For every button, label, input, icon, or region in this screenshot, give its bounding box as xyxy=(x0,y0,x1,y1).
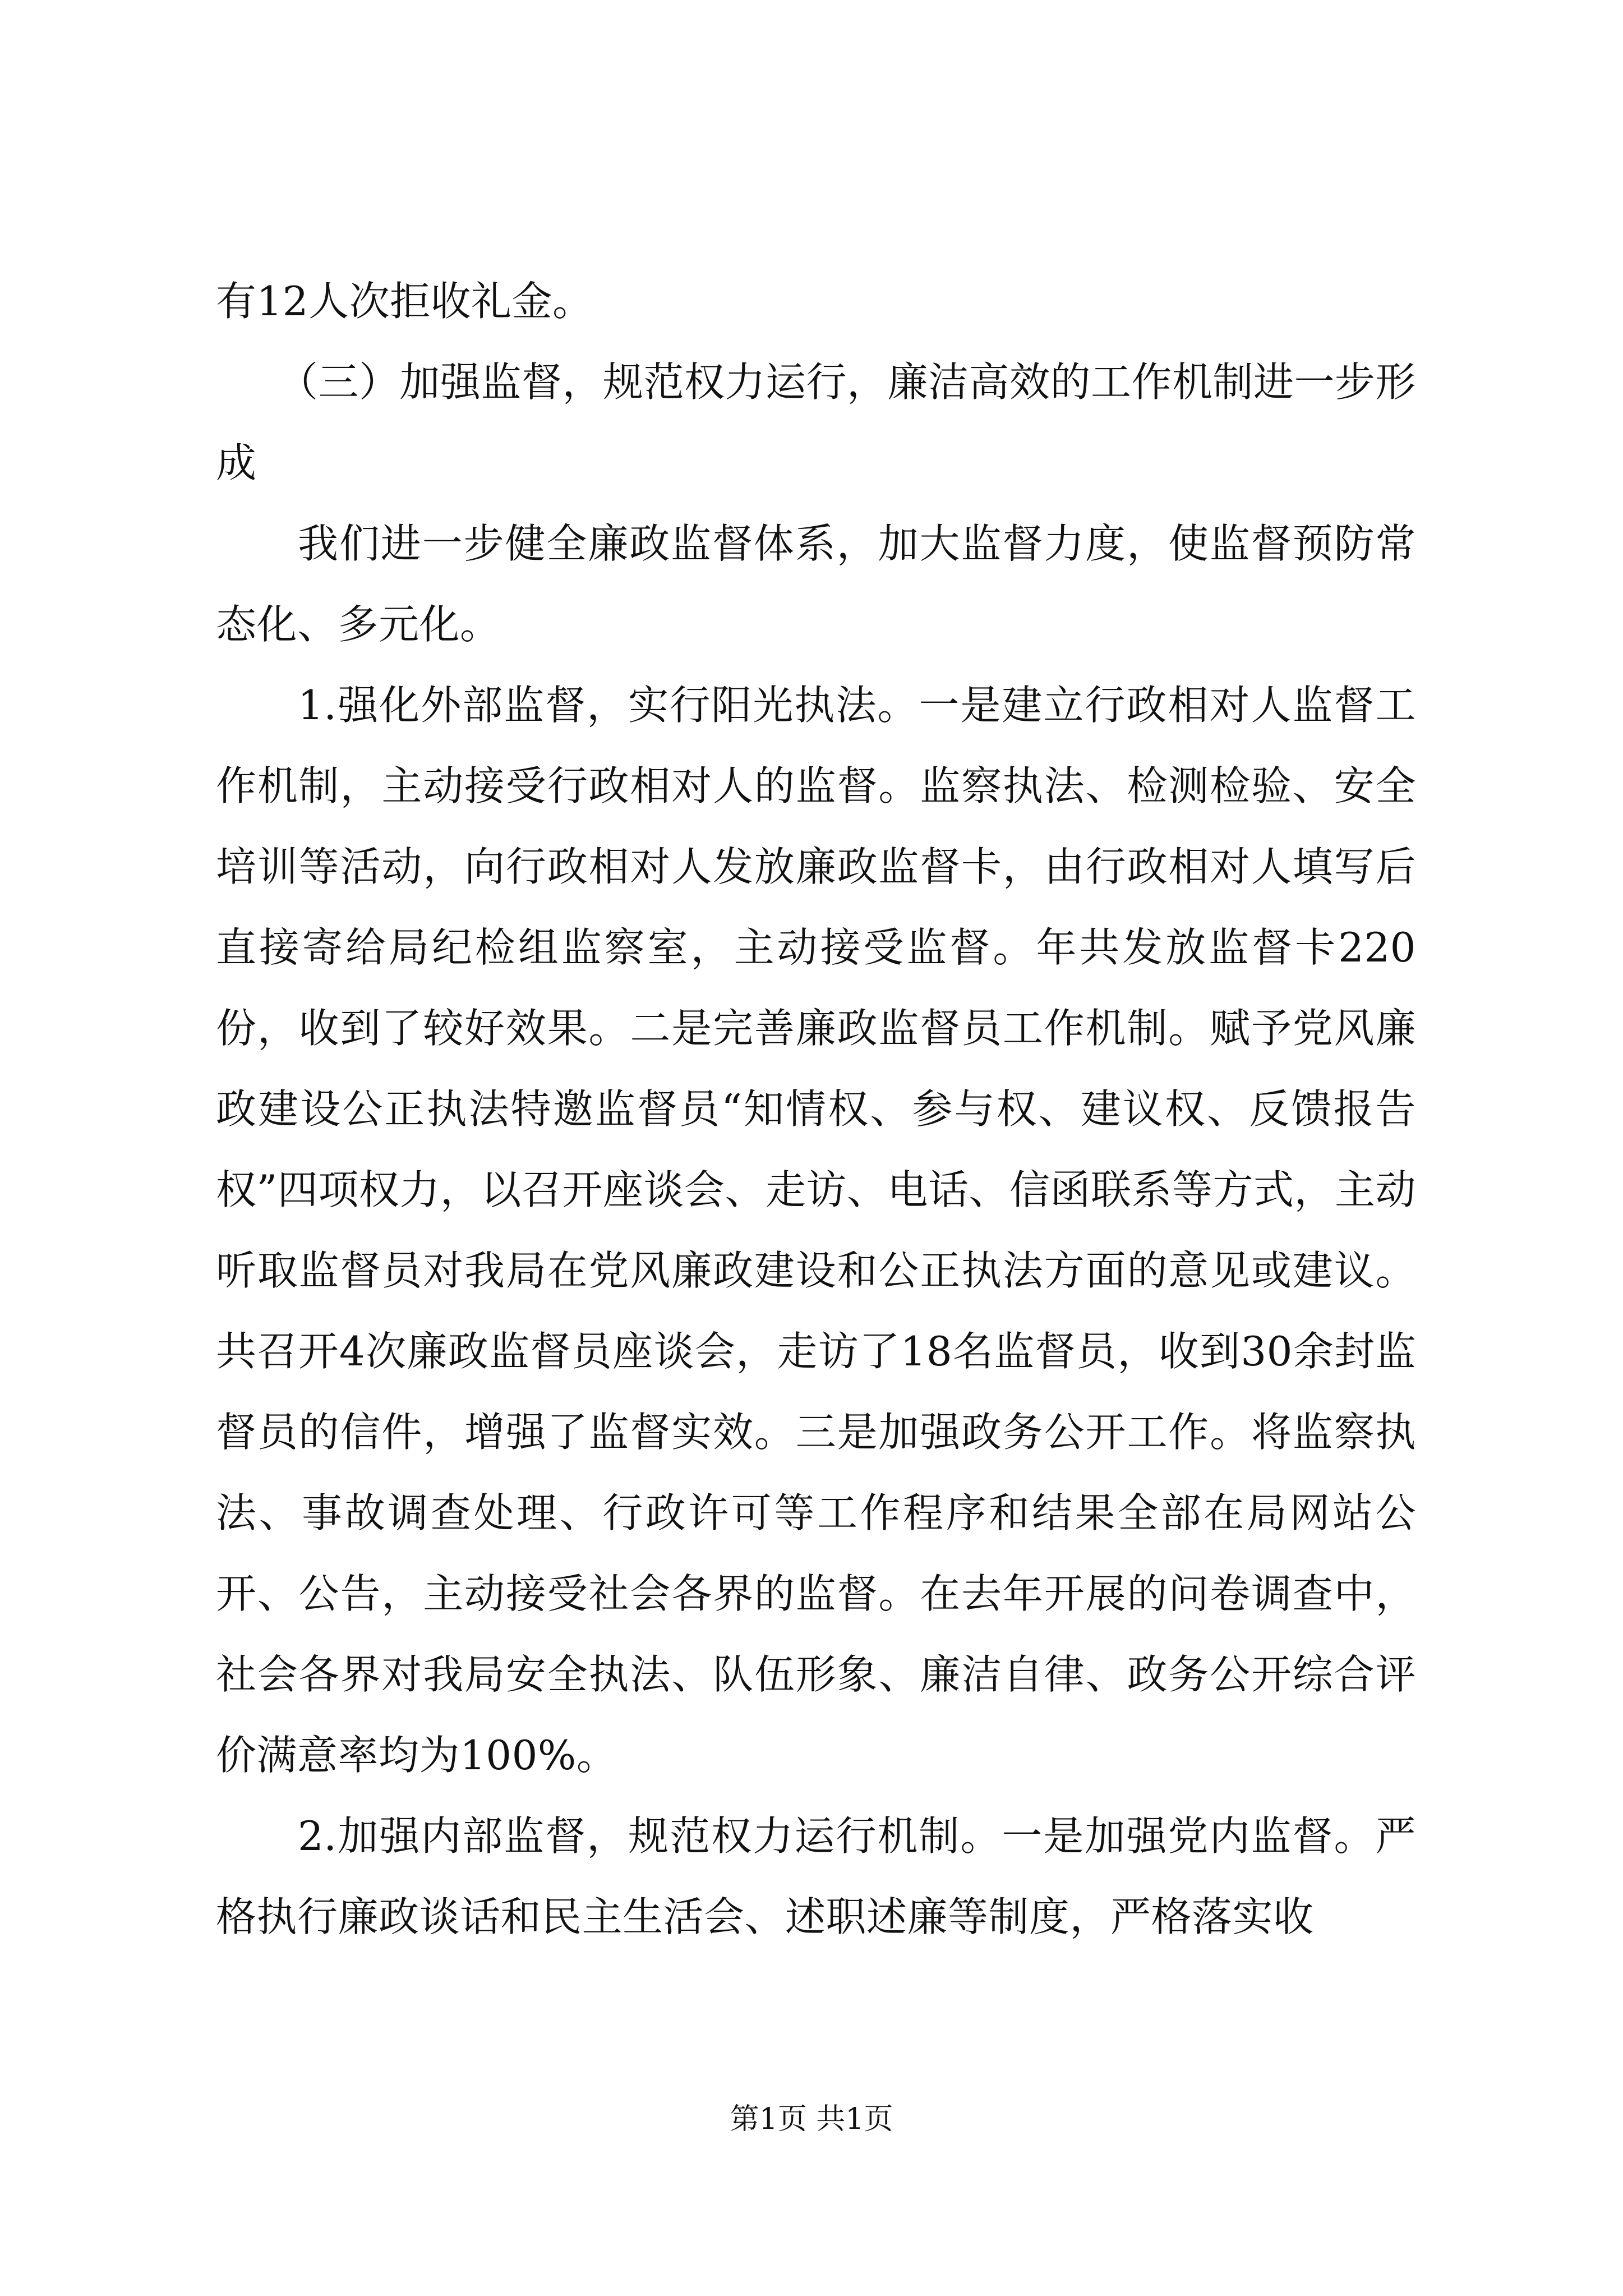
paragraph-internal-supervision: 2.加强内部监督，规范权力运行机制。一是加强党内监督。严格执行廉政谈话和民主生活会、述职述廉等制度，严格落实收 xyxy=(216,1812,1416,1940)
paragraph-intro: 我们进一步健全廉政监督体系，加大监督力度，使监督预防常态化、多元化。 xyxy=(216,520,1416,648)
paragraph-external-supervision: 1.强化外部监督，实行阳光执法。一是建立行政相对人监督工作机制，主动接受行政相对人的监督。监察执法、检测检验、安全培训等活动，向行政相对人发放廉政监督卡，由行政相对人填写后直接寄给局纪检组监察室，主动接受监督。年共发放监督卡220份，收到了较好效果。二是完善廉政监督员工作机制。赋予党风廉政建设公正执法特邀监督员“知情权、参与权、建议权、反馈报告权”四项权力，以召开座谈会、走访、电话、信函联系等方式，主动听取监督员对我局在党风廉政建设和公正执法方面的意见或建议。共召开4次廉政监督员座谈会，走访了18名监督员，收到30余封监督员的信件，增强了监督实效。三是加强政务公开工作。将监察执法、事故调查处理、行政许可等工作程序和结果全部在局网站公开、公告，主动接受社会各界的监督。在去年开展的问卷调查中，社会各界对我局安全执法、队伍形象、廉洁自律、政务公开综合评价满意率均为100%。 xyxy=(216,682,1416,1779)
section-heading: （三）加强监督，规范权力运行，廉洁高效的工作机制进一步形成 xyxy=(216,358,1417,486)
paragraph-1: 有12人次拒收礼金。 xyxy=(216,278,593,325)
document-body xyxy=(216,261,1416,1957)
page-footer: 第1页 共1页 xyxy=(730,2102,893,2136)
